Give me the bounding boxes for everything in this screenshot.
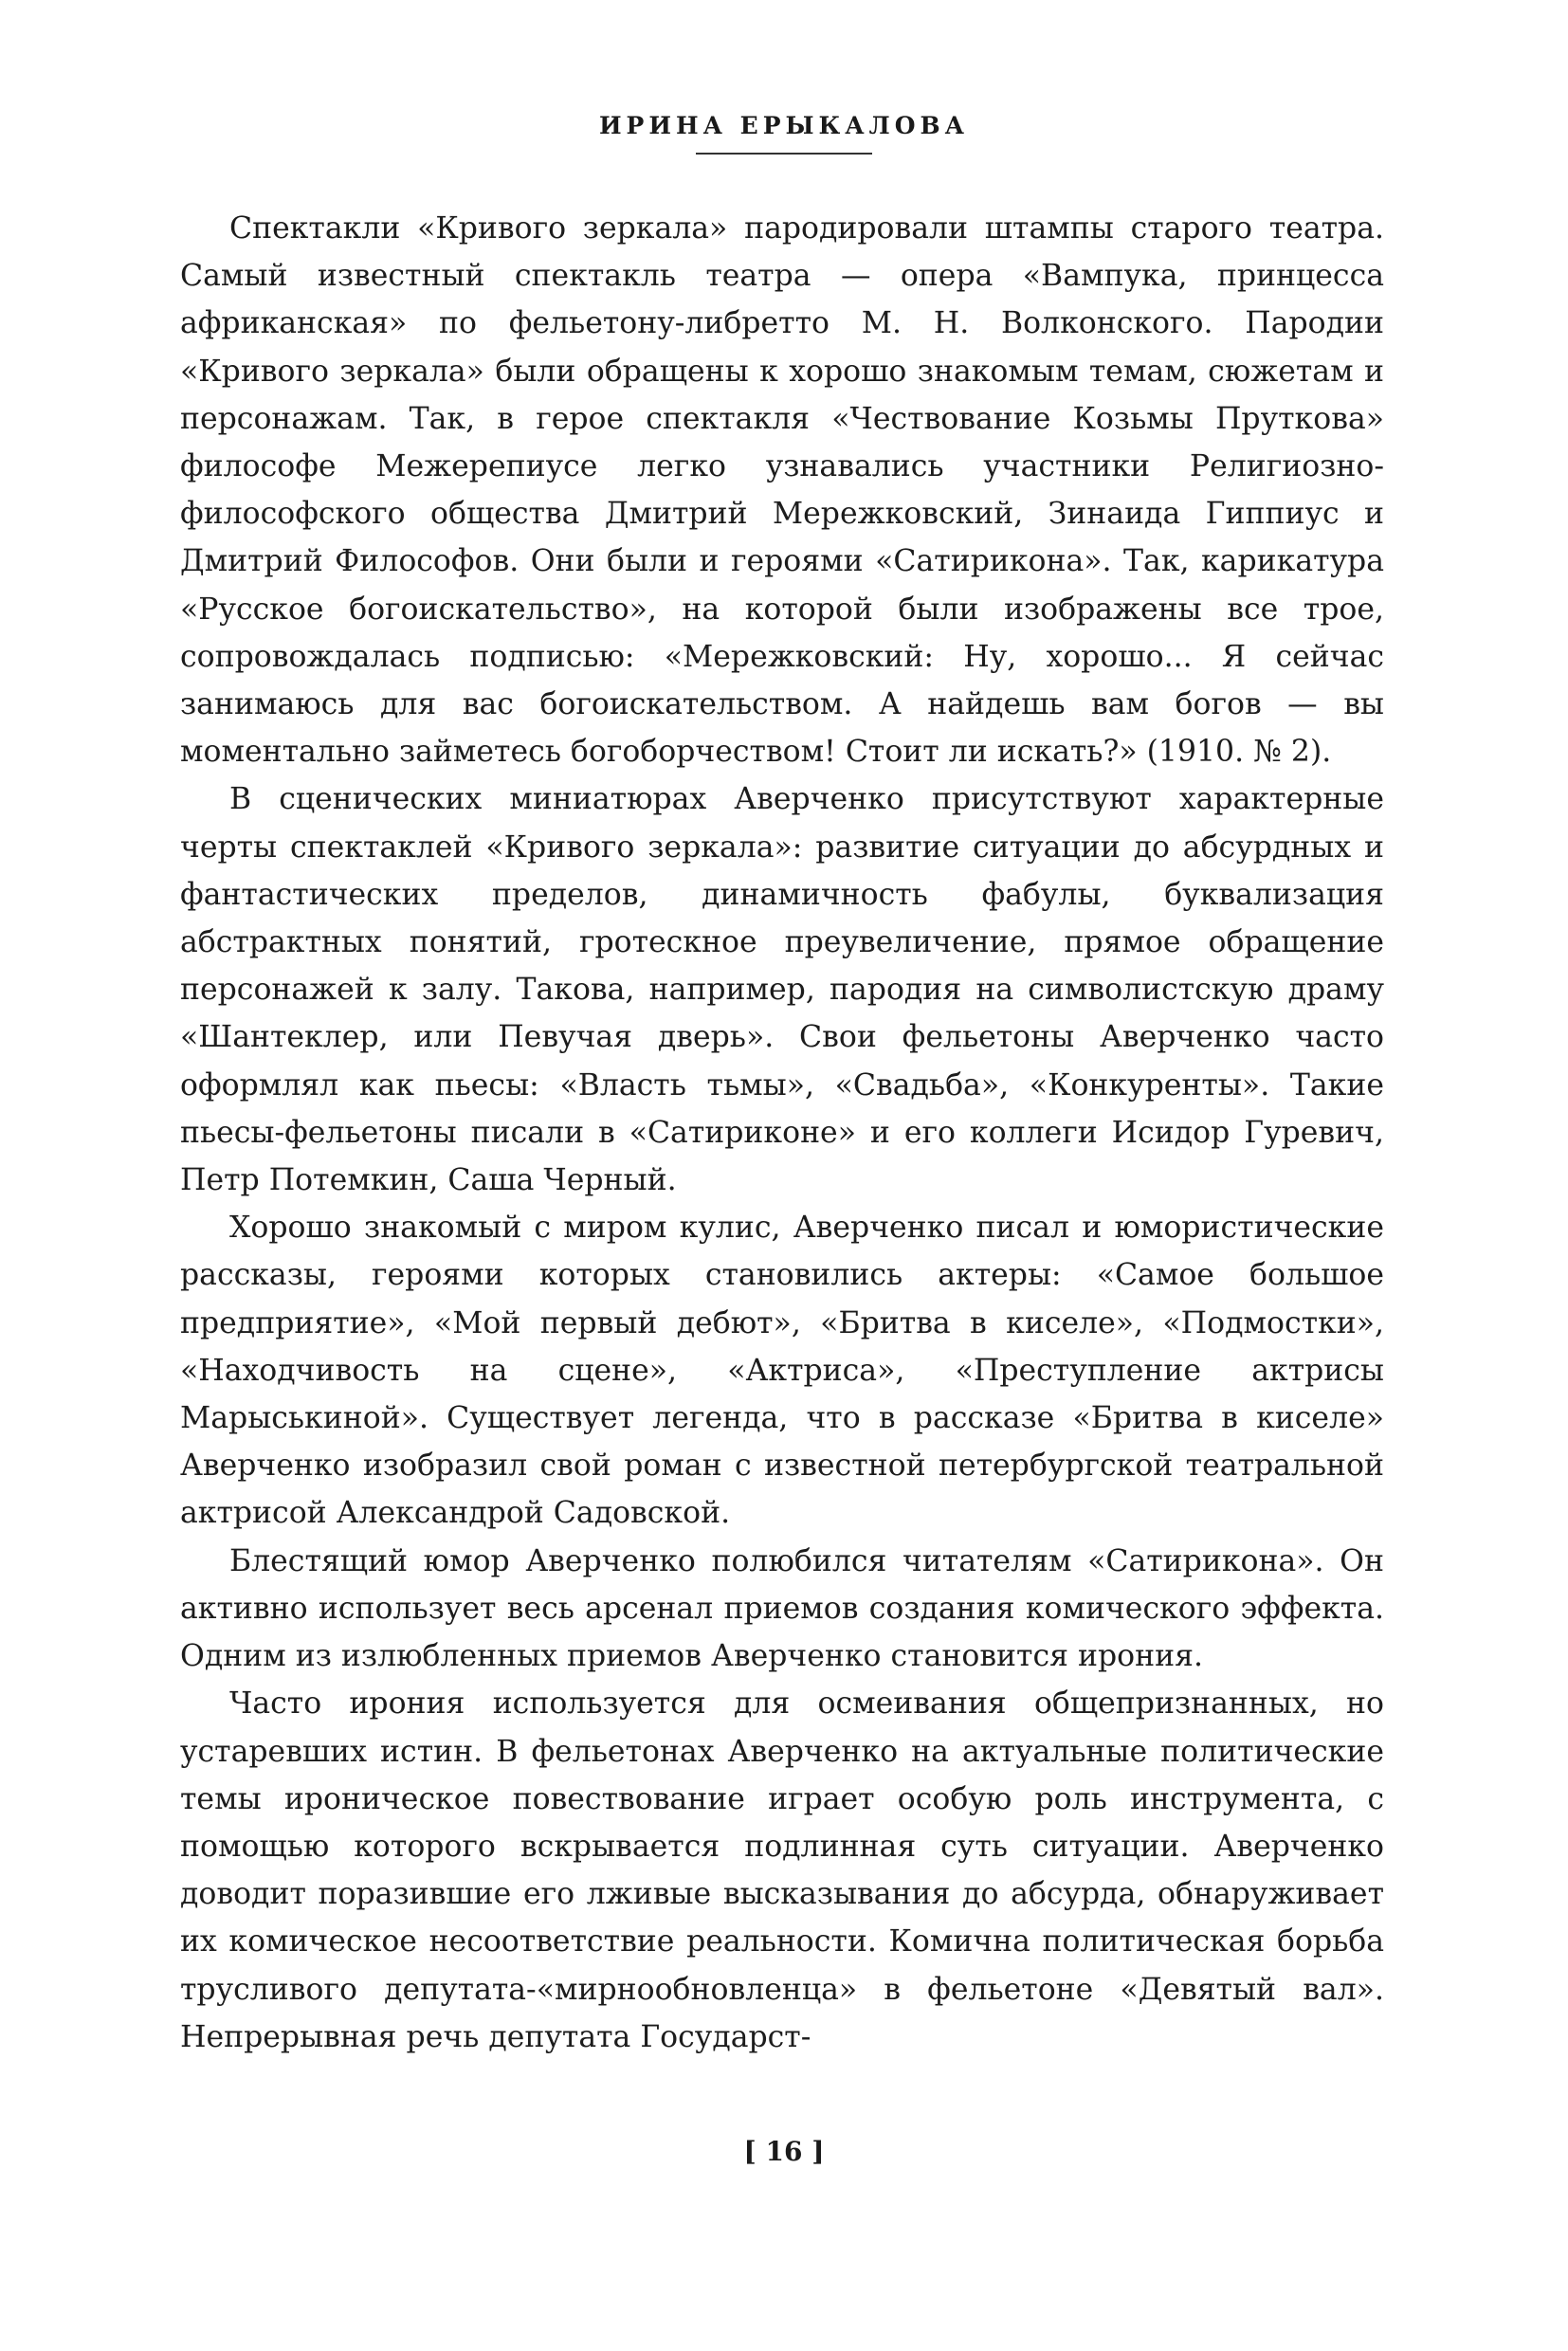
running-head-rule	[696, 153, 872, 155]
page-number: [ 16 ]	[743, 2136, 825, 2167]
paragraph-5: Часто ирония используется для осмеивания общепризнанных, но устаревших истин. В фельетонах Аверченко на актуальные политические темы ироническое повествование играет особую роль инструмента, с помощью которого вскрывается подлинная суть ситуации. Аверченко доводит поразившие его лживые высказывания до абсурда, обнаруживает их комическое несоответствие реальности. Комична политическая борьба трусливого депутата-«мирнообновленца» в фельетоне «Девятый вал». Непрерывная речь депутата Государст-	[180, 1686, 1384, 2054]
paragraph-3: Хорошо знакомый с миром кулис, Аверченко писал и юмористические рассказы, героями которых становились актеры: «Самое большое предприятие», «Мой первый дебют», «Бритва в киселе», «Подмостки», «Находчивость на сцене», «Актриса», «Преступление актрисы Марыськиной». Существует легенда, что в рассказе «Бритва в киселе» Аверченко изобразил свой роман с известной петербургской театральной актрисой Александрой Садовской.	[180, 1211, 1384, 1531]
paragraph-1: Спектакли «Кривого зеркала» пародировали штампы старого театра. Самый известный спектакль театра — опера «Вампука, принцесса африканская» по фельетону-либретто М. Н. Волконского. Пародии «Кривого зеркала» были обращены к хорошо знакомым темам, сюжетам и персонажам. Так, в герое спектакля «Чествование Козьмы Пруткова» философе Межерепиусе легко узнавались участники Религиозно-философского общества Дмитрий Мережковский, Зинаида Гиппиус и Дмитрий Философов. Они были и героями «Сатирикона». Так, карикатура «Русское богоискательство», на которой были изображены все трое, сопровождалась подписью: «Мережковский: Ну, хорошо... Я сейчас занимаюсь для вас богоискательством. А найдешь вам богов — вы моментально займетесь богоборчеством! Стоит ли искать?» (1910. № 2).	[180, 211, 1384, 770]
paragraph-4: Блестящий юмор Аверченко полюбился читателям «Сатирикона». Он активно использует весь арсенал приемов создания комического эффекта. Одним из излюбленных приемов Аверченко становится ирония.	[180, 1543, 1384, 1674]
running-head	[0, 112, 1568, 155]
body-text	[180, 205, 1384, 2061]
paragraph-2: В сценических миниатюрах Аверченко присутствуют характерные черты спектаклей «Кривого зеркала»: развитие ситуации до абсурдных и фантастических пределов, динамичность фабулы, буквализация абстрактных понятий, гротескное преувеличение, прямое обращение персонажей к залу. Такова, например, пародия на символистскую драму «Шантеклер, или Певучая дверь». Свои фельетоны Аверченко часто оформлял как пьесы: «Власть тьмы», «Свадьба», «Конкуренты». Такие пьесы-фельетоны писали в «Сатириконе» и его коллеги Исидор Гуревич, Петр Потемкин, Саша Черный.	[180, 782, 1384, 1198]
running-head-author: ИРИНА ЕРЫКАЛОВА	[598, 112, 970, 139]
